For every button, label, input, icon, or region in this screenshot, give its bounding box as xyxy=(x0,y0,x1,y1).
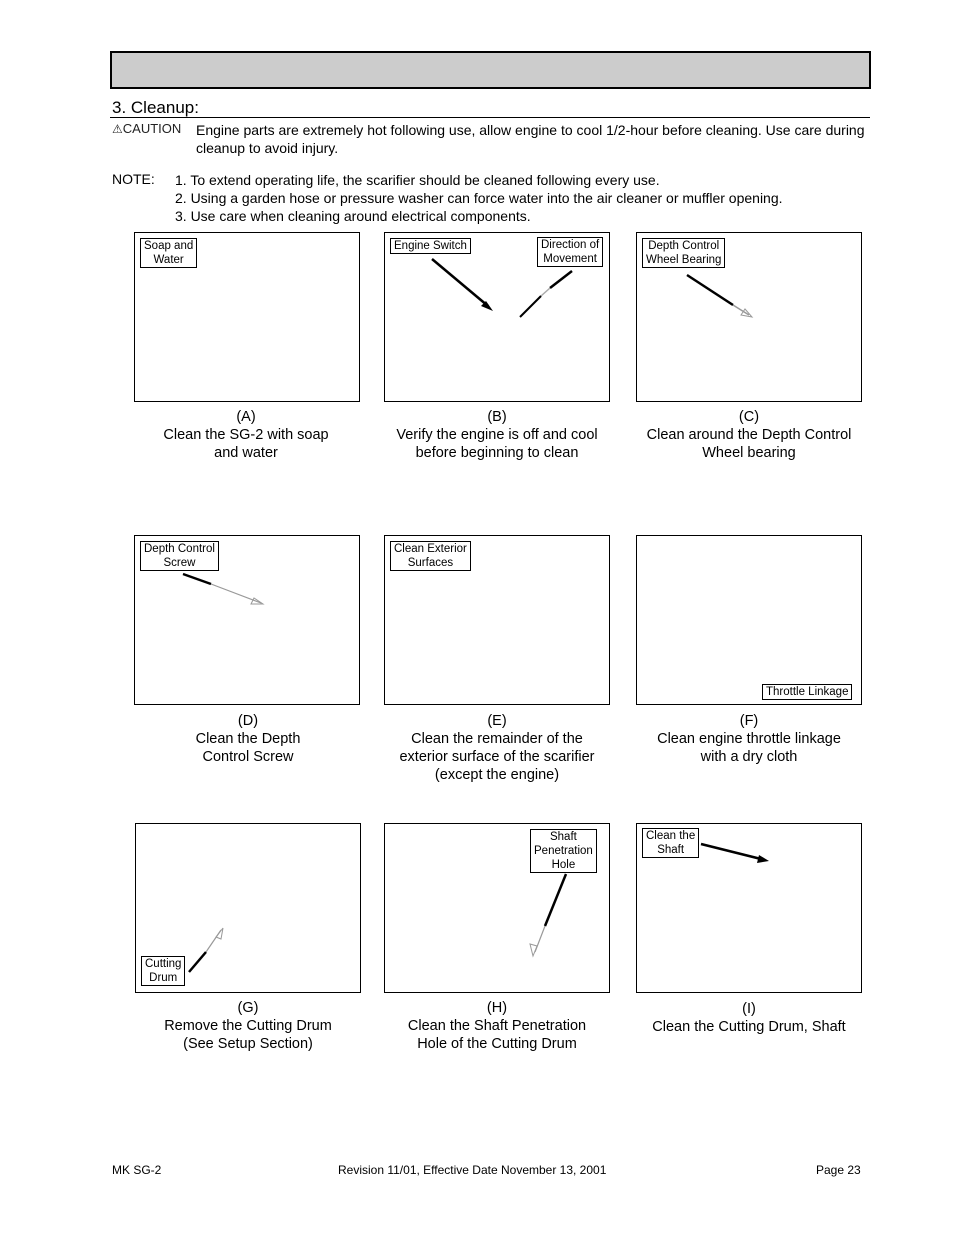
caption-line: exterior surface of the scarifier xyxy=(399,749,595,765)
caption-i xyxy=(629,1000,869,1036)
photo-panel-c xyxy=(636,232,862,402)
header-bar xyxy=(110,51,871,89)
caption-line: Clean the Shaft Penetration xyxy=(407,1018,587,1034)
warning-triangle-icon: ⚠ xyxy=(112,122,123,136)
caption-line: Clean around the Depth Control xyxy=(646,427,852,443)
caption-letter: (H) xyxy=(486,1000,508,1016)
caption-line: (See Setup Section) xyxy=(183,1036,313,1052)
footer-revision: Revision 11/01, Effective Date November 13, 2001 xyxy=(338,1163,607,1177)
caption-letter: (E) xyxy=(487,713,507,729)
callout-label: Throttle Linkage xyxy=(762,684,852,700)
callout-label: Clean the Shaft xyxy=(642,828,699,858)
caution-text: Engine parts are extremely hot following use, allow engine to cool 1/2-hour before cleaning. Use care during cleanup to avoid injury. xyxy=(196,122,865,156)
caption-line: with a dry cloth xyxy=(700,749,798,765)
caption-f xyxy=(629,712,869,766)
section-title: 3. Cleanup: xyxy=(112,98,199,117)
callout-label: Engine Switch xyxy=(390,238,471,254)
callout-label: Depth Control Screw xyxy=(140,541,219,571)
caption-line: Clean the remainder of the xyxy=(411,731,583,747)
caption-line: Hole of the Cutting Drum xyxy=(417,1036,577,1052)
caption-d xyxy=(128,712,368,766)
caption-g xyxy=(128,999,368,1053)
callout-label: Clean Exterior Surfaces xyxy=(390,541,471,571)
photo-panel-e xyxy=(384,535,610,705)
caption-e xyxy=(377,712,617,784)
photo-panel-a xyxy=(134,232,360,402)
caption-line: Clean engine throttle linkage xyxy=(657,731,841,747)
photo-panel-g xyxy=(135,823,361,993)
caption-line: Wheel bearing xyxy=(702,445,796,461)
photo-panel-i xyxy=(636,823,862,993)
note-list xyxy=(175,171,783,225)
note-item: 2. Using a garden hose or pressure washer can force water into the air cleaner or muffler opening. xyxy=(175,190,783,206)
caption-letter: (A) xyxy=(236,409,256,425)
caption-h xyxy=(377,999,617,1053)
callout-label: Depth Control Wheel Bearing xyxy=(642,238,725,268)
callout-label: Cutting Drum xyxy=(141,956,185,986)
caption-b xyxy=(377,408,617,462)
note-label: NOTE: xyxy=(112,171,155,187)
footer-model: MK SG-2 xyxy=(112,1163,162,1177)
note-item: 3. Use care when cleaning around electrical components. xyxy=(175,208,531,224)
caption-line: before beginning to clean xyxy=(415,445,579,461)
caption-line: (except the engine) xyxy=(434,767,560,783)
caption-letter: (C) xyxy=(738,409,760,425)
footer-page-number: Page 23 xyxy=(816,1163,861,1177)
caption-letter: (G) xyxy=(237,1000,259,1016)
caption-letter: (B) xyxy=(487,409,507,425)
caption-letter: (D) xyxy=(237,713,259,729)
caption-a xyxy=(126,408,366,462)
section-rule xyxy=(110,117,870,118)
caption-letter: (F) xyxy=(739,713,759,729)
photo-panel-d xyxy=(134,535,360,705)
caution-badge-label: CAUTION xyxy=(122,121,182,136)
caption-line: Clean the SG-2 with soap xyxy=(163,427,329,443)
photo-panel-f xyxy=(636,535,862,705)
caption-line: Clean the Cutting Drum, Shaft xyxy=(652,1019,846,1035)
photo-panel-b xyxy=(384,232,610,402)
caption-line: Control Screw xyxy=(202,749,294,765)
note-item: 1. To extend operating life, the scarifier should be cleaned following every use. xyxy=(175,172,660,188)
caution-badge xyxy=(112,121,192,136)
caption-letter: (I) xyxy=(742,1001,756,1017)
caption-line: and water xyxy=(214,445,278,461)
callout-label: Direction of Movement xyxy=(537,237,603,267)
callout-label: Soap and Water xyxy=(140,238,197,268)
caption-c xyxy=(629,408,869,462)
caption-line: Clean the Depth xyxy=(195,731,301,747)
callout-label: Shaft Penetration Hole xyxy=(530,829,597,873)
photo-panel-h xyxy=(384,823,610,993)
caption-line: Verify the engine is off and cool xyxy=(396,427,598,443)
caption-line: Remove the Cutting Drum xyxy=(164,1018,332,1034)
